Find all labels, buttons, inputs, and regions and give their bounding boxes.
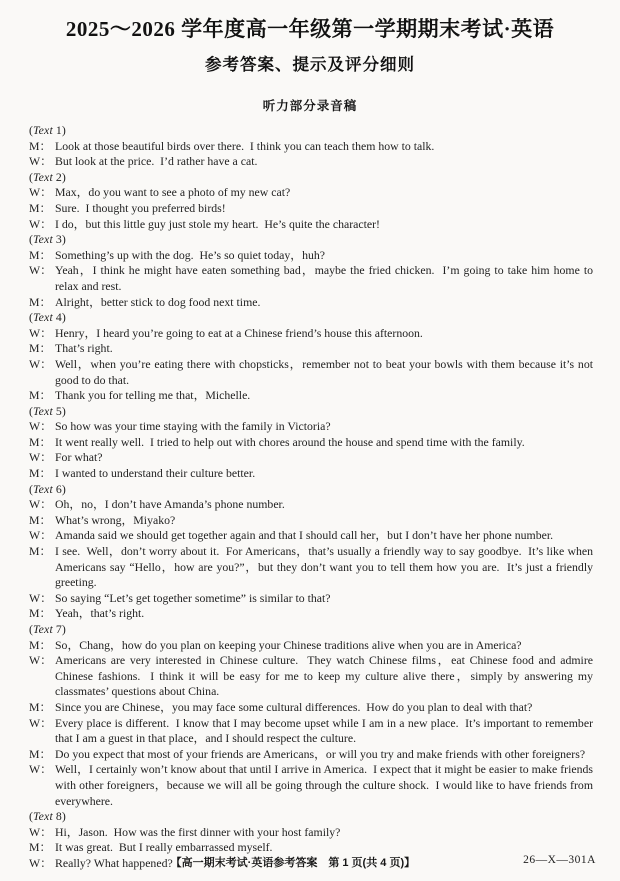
dialogue-line — [29, 715, 596, 747]
utterance-text: Something’s up with the dog. He’s so quiet today，huh? — [55, 247, 325, 262]
utterance-text: Yeah，that’s right. — [55, 606, 145, 621]
text-label-word: Text — [32, 123, 53, 137]
utterance-text: So，Chang，how do you plan on keeping your Chinese traditions alive when you are in America? — [55, 637, 522, 652]
utterance-text: It was great. But I really embarrassed myself. — [55, 840, 273, 855]
dialogue-line — [29, 762, 596, 809]
text-label-word: Text — [32, 809, 53, 824]
text-label-word: Text — [32, 169, 53, 184]
dialogue-line — [29, 341, 593, 357]
speaker-label: M： — [29, 840, 52, 855]
speaker-label: M： — [29, 637, 52, 652]
speaker-label: W： — [29, 528, 52, 543]
speaker-label: W： — [29, 185, 52, 200]
text-label: (Text 6) — [29, 481, 66, 496]
dialogue-line — [29, 185, 593, 201]
dialogue-line — [29, 295, 593, 311]
text-label: (Text 1) — [29, 123, 66, 137]
speaker-label: W： — [29, 590, 52, 605]
dialogue-line — [29, 700, 593, 716]
dialogue-line — [29, 497, 593, 513]
utterance-text: Amanda said we should get together again and that I should call her，but I don’t have her phone number. — [55, 528, 554, 543]
dialogue-line — [29, 201, 593, 217]
utterance-text: It went really well. I tried to help out with chores around the house and spend time with the family. — [55, 434, 525, 449]
dialogue-line — [29, 388, 593, 404]
text-label-word: Text — [32, 310, 53, 325]
utterance-text: Really? What happened? — [55, 855, 173, 870]
utterance-text: Americans are very interested in Chinese culture. They watch Chinese films，eat Chinese food and admire Chinese fashions. I think it will be easy for me to keep my culture alive there，simply by answering my classmates’ questions about China. — [55, 653, 596, 699]
speaker-label: W： — [29, 356, 52, 371]
utterance-text: Henry，I heard you’re going to eat at a Chinese friend’s house this afternoon. — [55, 325, 423, 340]
dialogue-line — [29, 450, 593, 466]
utterance-text: Look at those beautiful birds over there. I think you can teach them how to talk. — [55, 138, 435, 153]
speaker-label: W： — [29, 450, 52, 465]
dialogue-line — [29, 435, 593, 451]
utterance-text: Hi，Jason. How was the first dinner with your host family? — [55, 824, 341, 839]
utterance-text: For what? — [55, 450, 103, 465]
exam-title: 2025～2026 学年度高一年级第一学期期末考试·英语 — [65, 17, 555, 41]
text-label-word: Text — [32, 622, 53, 636]
text-label: (Text 3) — [29, 232, 66, 247]
speaker-label: W： — [29, 216, 52, 231]
utterance-text: Every place is different. I know that I may become upset while I am in a new place. It’s important to remember that I am a guest in that place，and I should respect the culture. — [55, 715, 596, 746]
speaker-label: W： — [29, 497, 52, 512]
dialogue-line — [29, 513, 593, 529]
text-label: (Text 8) — [29, 809, 66, 824]
speaker-label: M： — [29, 200, 52, 215]
dialogue-line — [29, 591, 593, 607]
utterance-text: Thank you for telling me that，Michelle. — [55, 388, 251, 403]
speaker-label: M： — [29, 746, 52, 761]
speaker-label: W： — [29, 154, 52, 169]
speaker-label: W： — [29, 824, 52, 839]
dialogue-line — [29, 217, 593, 233]
speaker-label: M： — [29, 699, 52, 714]
page-footer — [0, 854, 620, 870]
dialogue-line — [29, 544, 596, 591]
speaker-label: M： — [29, 388, 52, 403]
utterance-text: I do，but this little guy just stole my heart. He’s quite the character! — [55, 216, 380, 231]
text-label: (Text 5) — [29, 403, 66, 418]
speaker-label: W： — [29, 762, 52, 777]
dialogue-line — [29, 747, 593, 763]
utterance-text: That’s right. — [55, 341, 113, 356]
text-label-word: Text — [32, 403, 53, 418]
dialogue-line — [29, 139, 593, 155]
speaker-label: W： — [29, 855, 52, 870]
speaker-label: M： — [29, 466, 52, 481]
dialogue-line — [29, 326, 593, 342]
dialogue-line — [29, 356, 596, 388]
dialogue-line — [29, 653, 596, 700]
speaker-label: W： — [29, 419, 52, 434]
utterance-text: I wanted to understand their culture better. — [55, 466, 256, 481]
utterance-text: Do you expect that most of your friends are Americans，or will you try and make friends with other foreigners? — [55, 746, 586, 761]
utterance-text: Oh，no，I don’t have Amanda’s phone number. — [55, 497, 285, 512]
speaker-label: W： — [29, 263, 52, 278]
utterance-text: Well，I certainly won’t know about that until I arrive in America. I expect that it might be easier to make friends with other foreigners，because we will all be going through the culture shock. I would like to have friends from everywhere. — [55, 762, 596, 808]
speaker-label: W： — [29, 653, 52, 668]
dialogue-line — [29, 606, 593, 622]
speaker-label: M： — [29, 606, 52, 621]
speaker-label: W： — [29, 325, 52, 340]
speaker-label: W： — [29, 715, 52, 730]
utterance-text: Yeah，I think he might have eaten something bad，maybe the fried chicken. I’m going to take him home to relax and rest. — [55, 263, 596, 293]
utterance-text: Alright，better stick to dog food next time. — [55, 294, 261, 309]
text-label: (Text 4) — [29, 310, 66, 325]
footer-page-info: 【高一期末考试·英语参考答案 第 1 页(共 4 页)】 — [170, 857, 416, 869]
listening-section-heading: 听力部分录音稿 — [262, 99, 358, 113]
utterance-text: So how was your time staying with the family in Victoria? — [55, 419, 331, 434]
footer-paper-code: 26—X—301A — [523, 854, 596, 866]
dialogue-line — [29, 466, 593, 482]
exam-subtitle: 参考答案、提示及评分细则 — [205, 56, 415, 74]
speaker-label: M： — [29, 434, 52, 449]
utterance-text: Well，when you’re eating there with chopsticks，remember not to beat your bowls with them because it’s not good to do that. — [55, 356, 596, 387]
text-label: (Text 7) — [29, 622, 66, 636]
dialogue-line — [29, 528, 593, 544]
text-label-word: Text — [32, 232, 53, 247]
utterance-text: Max，do you want to see a photo of my new cat? — [55, 185, 291, 200]
speaker-label: M： — [29, 138, 52, 153]
speaker-label: M： — [29, 544, 52, 559]
dialogue-line — [29, 419, 593, 435]
utterance-text: But look at the price. I’d rather have a cat. — [55, 154, 258, 169]
utterance-text: What’s wrong，Miyako? — [55, 512, 176, 527]
utterance-text: Since you are Chinese，you may face some cultural differences. How do you plan to deal with that? — [55, 699, 533, 714]
speaker-label: M： — [29, 247, 52, 262]
speaker-label: M： — [29, 512, 52, 527]
utterance-text: I see. Well，don’t worry about it. For Americans，that’s usually a friendly way to say goodbye. It’s like when Americans say “Hello，how are you?”，but they don’t want you to tell them how you are. It’s just a friendly greeting. — [55, 544, 596, 590]
text-label: (Text 2) — [29, 169, 66, 184]
speaker-label: M： — [29, 294, 52, 309]
dialogue-line — [29, 154, 593, 170]
dialogue-line — [29, 248, 593, 264]
dialogue-line — [29, 263, 596, 294]
utterance-text: So saying “Let’s get together sometime” is similar to that? — [55, 590, 331, 605]
text-label-word: Text — [32, 481, 53, 496]
speaker-label: M： — [29, 341, 52, 356]
listening-transcript — [29, 123, 596, 872]
utterance-text: Sure. I thought you preferred birds! — [55, 200, 226, 215]
dialogue-line — [29, 638, 593, 654]
dialogue-line — [29, 825, 593, 841]
